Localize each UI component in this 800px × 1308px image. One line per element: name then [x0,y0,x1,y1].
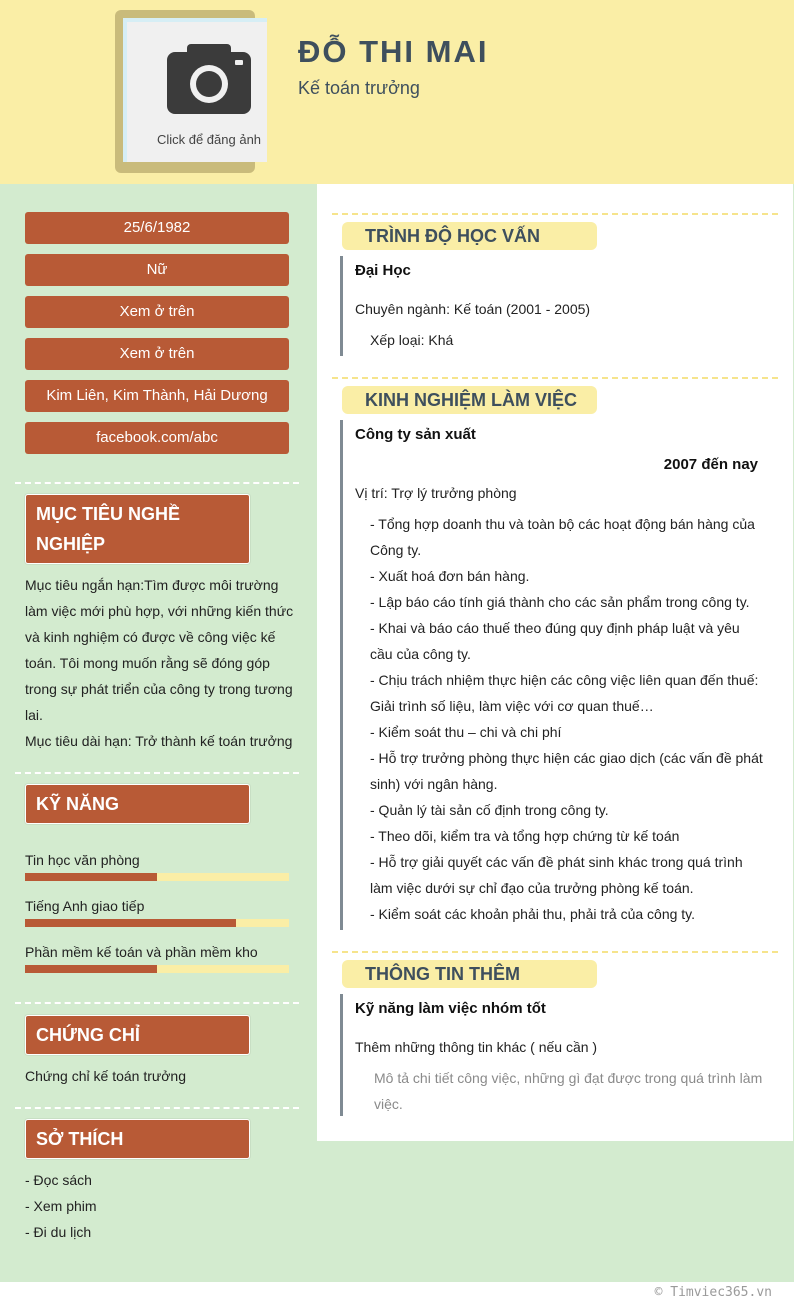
hobby-item[interactable]: - Đi du lịch [25,1224,92,1240]
skill-level-bar[interactable] [25,873,289,881]
additional-description[interactable]: Mô tả chi tiết công việc, những gì đạt được trong quá trình làm việc. [374,1070,763,1112]
skill-level-fill [25,919,236,927]
education-rank[interactable]: Xếp loại: Khá [370,332,454,348]
watermark: © Timviec365.vn [654,1285,772,1300]
additional-heading[interactable]: THÔNG TIN THÊM [342,960,597,988]
skill-name[interactable]: Tin học văn phòng [25,852,140,868]
email-field[interactable]: Xem ở trên [25,338,289,370]
list-item: - Khai và báo cáo thuế theo đúng quy định pháp luật và yêu cầu của công ty. [370,620,740,662]
divider [332,213,778,215]
social-field[interactable]: facebook.com/abc [25,422,289,454]
experience-heading[interactable]: KINH NGHIỆM LÀM VIỆC [342,386,597,414]
divider [15,1002,299,1004]
objective-heading[interactable]: MỤC TIÊU NGHỀ NGHIỆP [25,494,250,564]
skill-level-fill [25,965,157,973]
section-rule [340,994,343,1116]
list-item: - Kiểm soát thu – chi và chi phí [370,724,562,740]
education-degree[interactable]: Đại Học [355,262,411,279]
list-item: - Xuất hoá đơn bán hàng. [370,568,530,584]
experience-duties[interactable] [370,511,765,927]
section-rule [340,420,343,930]
gender-field[interactable]: Nữ [25,254,289,286]
certificates-heading[interactable]: CHỨNG CHỈ [25,1015,250,1055]
phone-field[interactable]: Xem ở trên [25,296,289,328]
avatar[interactable] [115,10,262,173]
list-item: - Hỗ trợ trưởng phòng thực hiện các giao dịch (các vấn đề phát sinh) với ngân hàng. [370,750,763,792]
experience-position[interactable]: Vị trí: Trợ lý trưởng phòng [355,485,517,501]
cv-header [0,0,794,184]
candidate-name[interactable]: ĐỖ THI MAI [298,34,489,69]
additional-subtitle[interactable]: Thêm những thông tin khác ( nếu cần ) [355,1039,598,1055]
divider [332,377,778,379]
hobbies-heading[interactable]: SỞ THÍCH [25,1119,250,1159]
list-item: - Lập báo cáo tính giá thành cho các sản phẩm trong công ty. [370,594,750,610]
divider [15,482,299,484]
list-item: - Quản lý tài sản cố định trong công ty. [370,802,609,818]
additional-title[interactable]: Kỹ năng làm việc nhóm tốt [355,1000,546,1017]
photo-upload-area[interactable] [127,22,267,162]
list-item: - Theo dõi, kiểm tra và tổng hợp chứng từ kế toán [370,828,680,844]
section-rule [340,256,343,356]
candidate-title[interactable]: Kế toán trưởng [298,78,420,98]
objective-long-term[interactable]: Mục tiêu dài hạn: Trở thành kế toán trưởng [25,733,293,749]
list-item: - Tổng hợp doanh thu và toàn bộ các hoạt động bán hàng của Công ty. [370,516,755,558]
address-field[interactable]: Kim Liên, Kim Thành, Hải Dương [25,380,289,412]
skill-name[interactable]: Phần mềm kế toán và phần mềm kho [25,944,258,960]
skill-level-bar[interactable] [25,919,289,927]
main-content [317,184,793,1141]
hobby-item[interactable]: - Đọc sách [25,1172,92,1188]
experience-period[interactable]: 2007 đến nay [663,456,758,473]
divider [15,772,299,774]
education-major[interactable]: Chuyên ngành: Kế toán (2001 - 2005) [355,301,591,317]
divider [15,1107,299,1109]
education-heading[interactable]: TRÌNH ĐỘ HỌC VẤN [342,222,597,250]
experience-company[interactable]: Công ty sản xuất [355,426,476,443]
skill-level-fill [25,873,157,881]
hobby-item[interactable]: - Xem phim [25,1198,97,1214]
skills-heading[interactable]: KỸ NĂNG [25,784,250,824]
list-item: - Chịu trách nhiệm thực hiện các công việc liên quan đến thuế: Giải trình số liệu, làm việc với cơ quan thuế… [370,672,759,714]
certificate-item[interactable]: Chứng chỉ kế toán trưởng [25,1068,187,1084]
list-item: - Hỗ trợ giải quyết các vấn đề phát sinh khác trong quá trình làm việc dưới sự chỉ đạo của trưởng phòng kế toán. [370,854,743,896]
skill-level-bar[interactable] [25,965,289,973]
camera-icon [167,42,251,114]
skill-name[interactable]: Tiếng Anh giao tiếp [25,898,145,914]
divider [332,951,778,953]
list-item: - Kiểm soát các khoản phải thu, phải trả của công ty. [370,906,696,922]
objective-short-term[interactable]: Mục tiêu ngắn hạn:Tìm được môi trường làm việc mới phù hợp, với những kiến thức và kinh nghiệm có được về công việc kế toán. Tôi mong muốn rằng sẽ đóng góp trong sự phát triển của công ty trong tương lai. [25,577,294,723]
birthdate-field[interactable]: 25/6/1982 [25,212,289,244]
photo-upload-label: Click để đăng ảnh [156,132,262,147]
